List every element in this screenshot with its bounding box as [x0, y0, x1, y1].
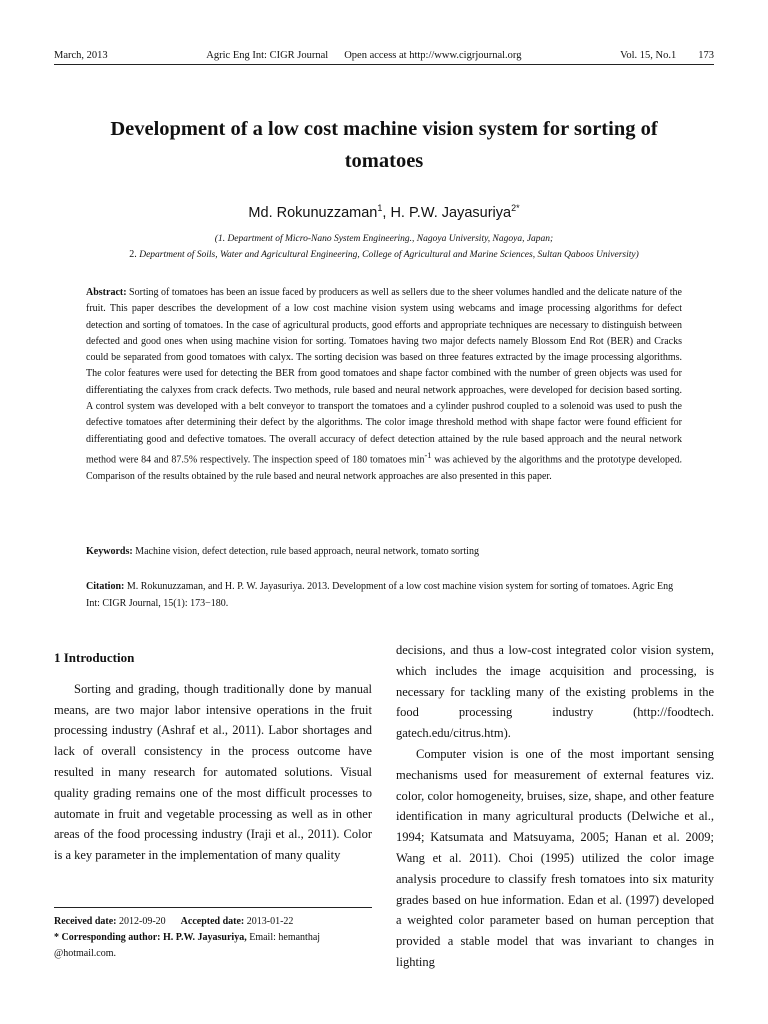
- author-2-affiliation-mark: 2*: [511, 203, 520, 213]
- footnote: [54, 907, 372, 962]
- introduction-paragraph-2: Computer vision is one of the most important sensing mechanisms used for measurement of external features viz. color, color homogeneity, bruises, size, shape, and other feature identification in many agricultural products (Delwiche et al., 1994; Katsumata and Matsuyama, 2005; Hanan et al. 2009; Wang et al. 2011). Choi (1995) utilized the color image analysis procedure to classify fresh tomatoes into six maturity grades based on hue information. Edan et al. (1997) developed a weighted color parameter based on human perception that provided a stable model that was invariant to changes in lighting: [396, 746, 714, 969]
- abstract-text-1: Sorting of tomatoes has been an issue faced by producers as well as sellers due to the sheer volumes handled and the delicate nature of the fruit. This paper describes the development of a low cost machine vision system using webcams and image processing algorithms for defect detection and sorting of tomatoes. In the case of agricultural products, good efforts and appropriate techniques are necessary to distinguish between defected and good ones when using machine vision for sorting. Tomatoes having two major defects namely Blossom End Rot (BER) and Cracks could be separated from good tomatoes with calyx. The sorting decision was based on three features extracted by the image processing algorithms. The color features were used for detecting the BER from good tomatoes and shape factor combined with the number of green objects was used for differentiating the calyxes from crack defects. Two methods, rule based and neural network approaches, were developed for decision based sorting. A control system was developed with a belt conveyor to transport the tomatoes and a cylinder pushrod coupled to a solenoid was used to push the defective tomatoes after determining their defect by the algorithms. The color image threshold method with shape factor were found efficient for differentiating good and defective tomatoes. The overall accuracy of defect detection attained by the rule based approach and the neural network method were 84 and 87.5% respectively. The inspection speed of 180 tomatoes min: [86, 287, 682, 466]
- corresponding-author-email: Email: hemanthaj @hotmail.com.: [54, 932, 321, 959]
- left-column: [54, 640, 372, 866]
- introduction-paragraph-continued: decisions, and thus a low-cost integrated color vision system, which includes the image acquisition and processing, is necessary for tackling many of the existing problems in the food processing industry (http://foodtech. gatech.edu/citrus.htm).: [396, 643, 714, 741]
- footnote-corresponding: [54, 930, 372, 962]
- header-volume: Vol. 15, No.1: [620, 50, 677, 61]
- accepted-label: Accepted date:: [180, 916, 245, 927]
- author-1-affiliation-mark: 1: [377, 203, 383, 213]
- author-1: Md. Rokunuzzaman: [248, 204, 378, 221]
- keywords-text: Machine vision, defect detection, rule based approach, neural network, tomato sorting: [132, 546, 479, 557]
- accepted-date: 2013-01-22: [244, 916, 294, 927]
- keywords: [86, 546, 682, 557]
- abstract: [86, 285, 682, 485]
- affiliation-2-number: 2.: [129, 249, 137, 260]
- keywords-label: Keywords:: [86, 546, 133, 557]
- header-middle: [206, 50, 521, 61]
- paper-title: [54, 113, 714, 177]
- header-page-number: 173: [698, 50, 714, 61]
- abstract-text-2: was achieved by the algorithms and the prototype developed. Comparison of the results obtained by the rule based and neural network approaches are also presented in this paper.: [86, 454, 682, 482]
- citation-text: M. Rokunuzzaman, and H. P. W. Jayasuriya. 2013. Development of a low cost machine vision system for sorting of tomatoes. Agric Eng Int: CIGR Journal, 15(1): 173−180.: [86, 581, 674, 609]
- author-list: [54, 203, 714, 221]
- received-date: 2012-09-20: [116, 916, 166, 927]
- author-2: H. P.W. Jayasuriya: [390, 204, 512, 221]
- abstract-label: Abstract:: [86, 287, 127, 298]
- footnote-dates: [54, 914, 372, 930]
- header-right: [620, 50, 714, 61]
- title-line-1: Development of a low cost machine vision system for sorting of: [110, 118, 658, 140]
- abstract-superscript: -1: [424, 450, 432, 460]
- affiliation-2-text: Department of Soils, Water and Agricultural Engineering, College of Agricultural and Marine Sciences, Sultan Qaboos University): [139, 250, 639, 260]
- introduction-paragraph-1: Sorting and grading, though traditionally done by manual means, are two major labor intensive operations in the fruit processing industry (Ashraf et al., 2011). Labor shortages and lack of overall consistency in the process outcome have resulted in many research for automated solutions. Visual quality grading remains one of the most difficult processes to automate in fruit and vegetable processing as well as in other areas of the food processing industry (Iraji et al., 2011). Color is a key parameter in the implementation of many quality: [54, 681, 372, 863]
- header-date: March, 2013: [54, 50, 108, 61]
- citation: [86, 578, 682, 612]
- header-access: Open access at http://www.cigrjournal.org: [344, 50, 522, 61]
- section-heading-introduction: 1 Introduction: [54, 650, 135, 665]
- received-label: Received date:: [54, 916, 117, 927]
- affiliation-1: [34, 233, 734, 244]
- author-separator: ,: [382, 204, 391, 221]
- citation-label: Citation:: [86, 581, 125, 592]
- title-line-2: tomatoes: [344, 150, 424, 172]
- header-journal: Agric Eng Int: CIGR Journal: [206, 50, 329, 61]
- affiliation-2: [34, 249, 734, 260]
- corresponding-author-label: * Corresponding author: H. P.W. Jayasuriya,: [54, 932, 247, 943]
- affiliation-1-text: (1. Department of Micro-Nano System Engineering., Nagoya University, Nagoya, Japan;: [214, 234, 554, 244]
- right-column: [396, 640, 714, 973]
- running-header: [54, 50, 714, 65]
